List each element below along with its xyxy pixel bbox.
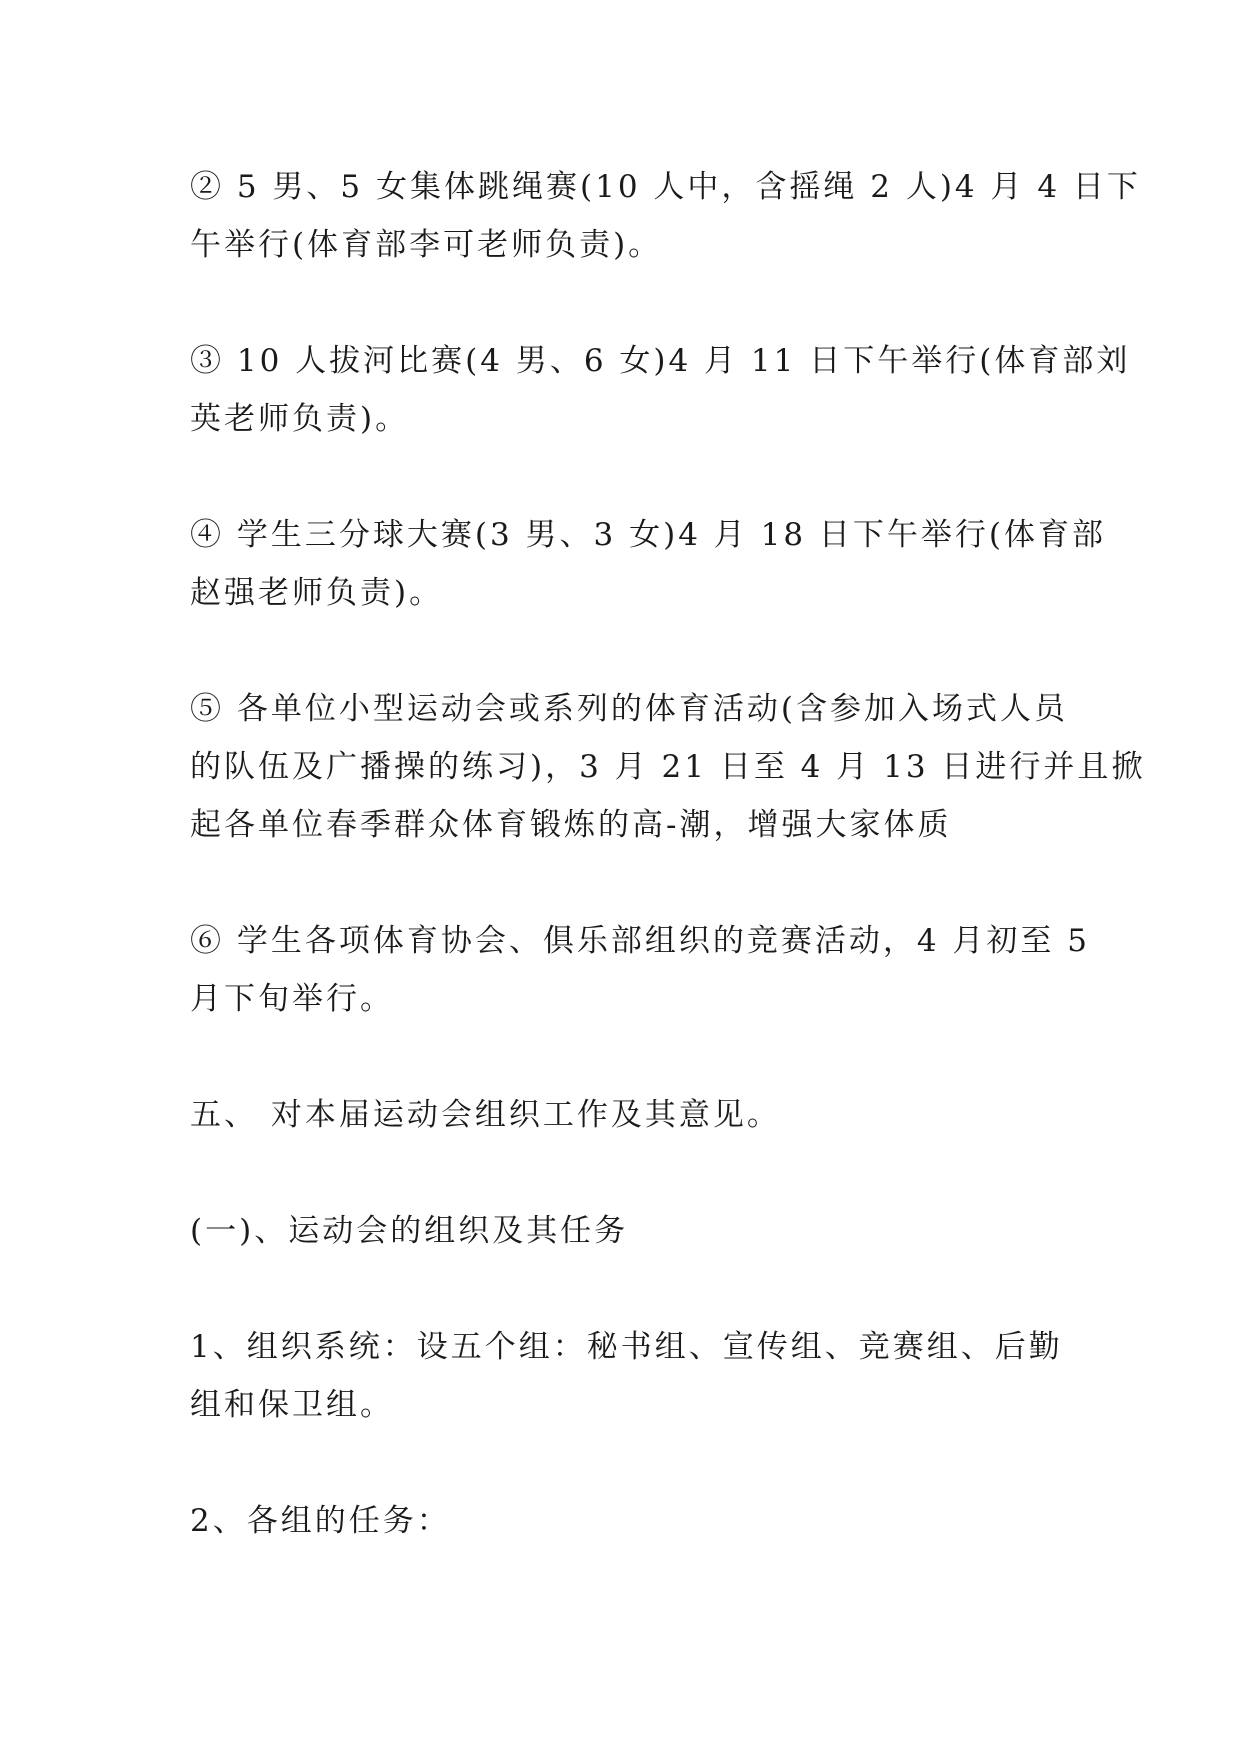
text-line: 赵强老师负责)。 bbox=[190, 575, 444, 611]
text-line: 的队伍及广播操的练习)，3 月 21 日至 4 月 13 日进行并且掀 bbox=[190, 749, 1146, 785]
paragraph-item-5 bbox=[190, 680, 1146, 854]
text-line: ⑥ 学生各项体育协会、俱乐部组织的竞赛活动，4 月初至 5 bbox=[190, 923, 1091, 959]
paragraph-item-2 bbox=[190, 158, 1141, 274]
paragraph-item-4 bbox=[190, 506, 1107, 622]
text-line: ② 5 男、5 女集体跳绳赛(10 人中，含摇绳 2 人)4 月 4 日下 bbox=[190, 169, 1141, 205]
document-body bbox=[190, 158, 1146, 1550]
section-heading-five bbox=[190, 1086, 1062, 1144]
text-line: (一)、运动会的组织及其任务 bbox=[190, 1213, 629, 1249]
text-line: ⑤ 各单位小型运动会或系列的体育活动(含参加入场式人员 bbox=[190, 691, 1068, 727]
paragraph-organization-system bbox=[190, 1318, 1062, 1434]
text-line: 组和保卫组。 bbox=[190, 1387, 394, 1423]
text-line: 月下旬举行。 bbox=[190, 981, 394, 1017]
paragraph-group-tasks bbox=[190, 1492, 1062, 1550]
text-line: ④ 学生三分球大赛(3 男、3 女)4 月 18 日下午举行(体育部 bbox=[190, 517, 1107, 553]
text-line: 五、 对本届运动会组织工作及其意见。 bbox=[190, 1097, 781, 1133]
paragraph-item-3 bbox=[190, 332, 1131, 448]
text-line: 英老师负责)。 bbox=[190, 401, 410, 437]
text-line: 2、各组的任务： bbox=[190, 1503, 451, 1539]
text-line: 午举行(体育部李可老师负责)。 bbox=[190, 227, 663, 263]
text-line: ③ 10 人拔河比赛(4 男、6 女)4 月 11 日下午举行(体育部刘 bbox=[190, 343, 1131, 379]
paragraph-item-6 bbox=[190, 912, 1091, 1028]
subsection-heading-one bbox=[190, 1202, 1062, 1260]
text-line: 1、组织系统：设五个组：秘书组、宣传组、竞赛组、后勤 bbox=[190, 1329, 1063, 1365]
text-line: 起各单位春季群众体育锻炼的高-潮，增强大家体质 bbox=[190, 807, 952, 843]
